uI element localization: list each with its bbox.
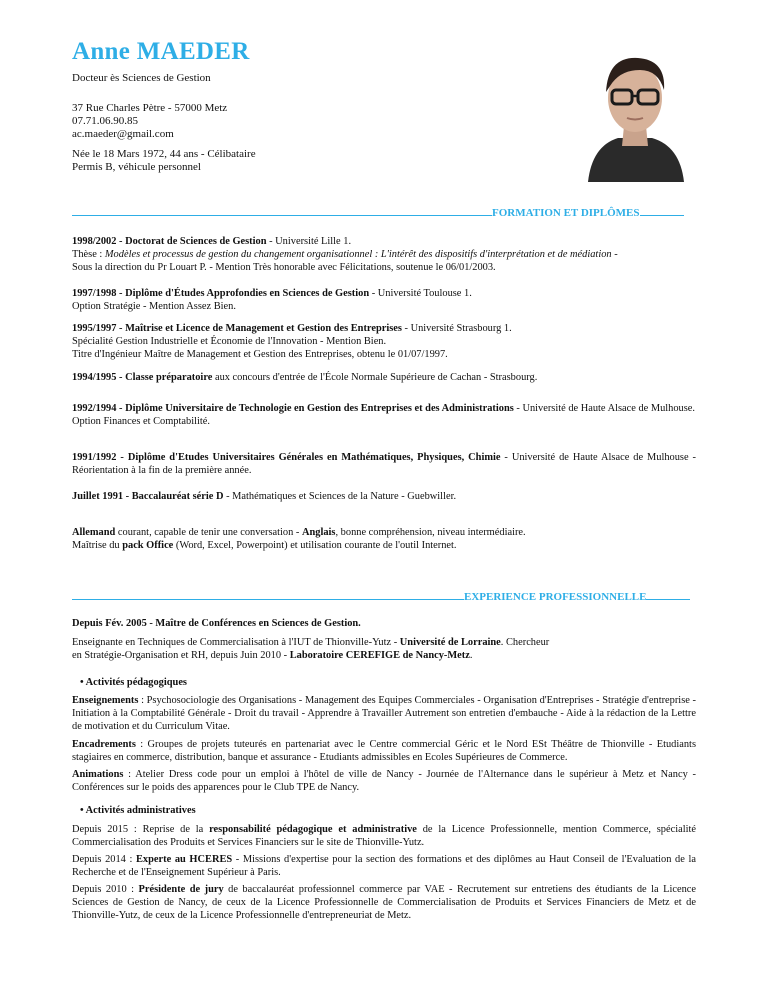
section-rule — [640, 206, 684, 216]
formation-deug: 1991/1992 - Diplôme d'Etudes Universitaires Générales en Mathématiques, Physiques, Chimie - Université de Haute Alsace de Mulhouse - Réorientation à la fin de la première année. — [72, 452, 696, 476]
formation-dea: 1997/1998 - Diplôme d'Études Approfondies en Sciences de Gestion - Université Toulouse 1. Option Stratégie - Mention Assez Bien. — [72, 288, 472, 312]
candidate-title: Docteur ès Sciences de Gestion — [72, 72, 211, 84]
section-rule — [72, 590, 464, 600]
section-heading-formation — [72, 206, 696, 219]
languages-skills: Allemand courant, capable de tenir une conversation - Anglais, bonne compréhension, niveau intermédiaire. Maîtrise du pack Office (Word, Excel, Powerpoint) et utilisation courante de l'outil Internet. — [72, 527, 526, 551]
section-title: FORMATION ET DIPLÔMES — [492, 207, 640, 219]
animations-list: Animations : Atelier Dress code pour un emploi à l'hôtel de ville de Nancy - Journée de l'Alternance dans le supérieur à Metz et Nancy - Conférences sur le poids des apparences pour le Club TPE de Nancy. — [72, 769, 696, 793]
formation-dut: 1992/1994 - Diplôme Universitaire de Technologie en Gestion des Entreprises et des Administrations - Université de Haute Alsace de Mulhouse. Option Finances et Comptabilité. — [72, 403, 696, 427]
admin-item-2014: Depuis 2014 : Experte au HCERES - Missions d'expertise pour la section des formations et des diplômes au Haut Conseil de l'Evaluation de la Recherche et de l'Enseignement Supérieur à Paris. — [72, 854, 696, 878]
formation-maitrise: 1995/1997 - Maîtrise et Licence de Management et Gestion des Entreprises - Université Strasbourg 1. Spécialité Gestion Industrielle et Économie de l'Innovation - Mention Bien. Titre d'Ingénieur Maître de Management et Gestion des Entreprises, obtenu le 01/07/1997. — [72, 323, 512, 360]
section-rule — [646, 590, 690, 600]
pedagogical-activities-heading: • Activités pédagogiques — [80, 677, 187, 688]
formation-bac: Juillet 1991 - Baccalauréat série D - Mathématiques et Sciences de la Nature - Guebwiller. — [72, 491, 457, 502]
formation-prepa: 1994/1995 - Classe préparatoire aux concours d'entrée de l'École Normale Supérieure de Cachan - Strasbourg. — [72, 372, 538, 383]
experience-role: Depuis Fév. 2005 - Maître de Conférences en Sciences de Gestion. — [72, 618, 361, 629]
address: 37 Rue Charles Pètre - 57000 Metz — [72, 102, 228, 114]
driving-license: Permis B, véhicule personnel — [72, 161, 201, 173]
candidate-name: Anne MAEDER — [72, 38, 250, 65]
teaching-list: Enseignements : Psychosociologie des Organisations - Management des Equipes Commerciales - Organisation d'Entreprises - Stratégie d'entreprise - Initiation à la Comptabilité Générale - Droit du travail - Apprendre à Travailler Autrement son entretien d'embauche - Aide à la rédaction de la Lettre de motivation et du Curriculum Vitae. — [72, 695, 696, 732]
formation-doctorat: 1998/2002 - Doctorat de Sciences de Gestion - Université Lille 1. Thèse : Modèles et processus de gestion du changement organisationnel : L'intérêt des dispositifs d'interprétation et de médiation - Sous la direction du Pr Louart P. - Mention Très honorable avec Félicitations, soutenue le 06/01/2003. — [72, 236, 618, 273]
section-rule — [72, 206, 492, 216]
phone: 07.71.06.90.85 — [72, 115, 138, 127]
section-title: EXPERIENCE PROFESSIONNELLE — [464, 591, 647, 603]
admin-item-2010: Depuis 2010 : Présidente de jury de baccalauréat professionnel commerce par VAE - Recrutement sur entretiens des étudiants de la Licence Sciences de Gestion de Nancy, de ceux de la Licence Professionnelle de Commercialisation de Produits et Services Financiers de Metz et de Thionville-Yutz, de ceux de la Licence Professionnelle d'entrepreneuriat de Metz. — [72, 884, 696, 921]
birth-info: Née le 18 Mars 1972, 44 ans - Célibataire — [72, 148, 256, 160]
supervision-list: Encadrements : Groupes de projets tuteurés en partenariat avec le Centre commercial Géric et le Nord ESt Théâtre de Thionville - Etudiants stagiaires en commerce, distribution, banque et assurance - Etudiants admissibles en Ecoles Supérieures de Commerce. — [72, 739, 696, 763]
administrative-activities-heading: • Activités administratives — [80, 805, 196, 816]
section-heading-experience — [72, 590, 696, 603]
email: ac.maeder@gmail.com — [72, 128, 174, 140]
experience-detail: Enseignante en Techniques de Commercialisation à l'IUT de Thionville-Yutz - Université de Lorraine. Chercheur en Stratégie-Organisation et RH, depuis Juin 2010 - Laboratoire CEREFIGE de Nancy-Metz. — [72, 637, 550, 661]
admin-item-2015: Depuis 2015 : Reprise de la responsabilité pédagogique et administrative de la Licence Professionnelle, mention Commerce, spécialité Commercialisation des Produits et Services Financiers sur le site de Thionville-Yutz. — [72, 824, 696, 848]
profile-photo — [578, 46, 692, 182]
